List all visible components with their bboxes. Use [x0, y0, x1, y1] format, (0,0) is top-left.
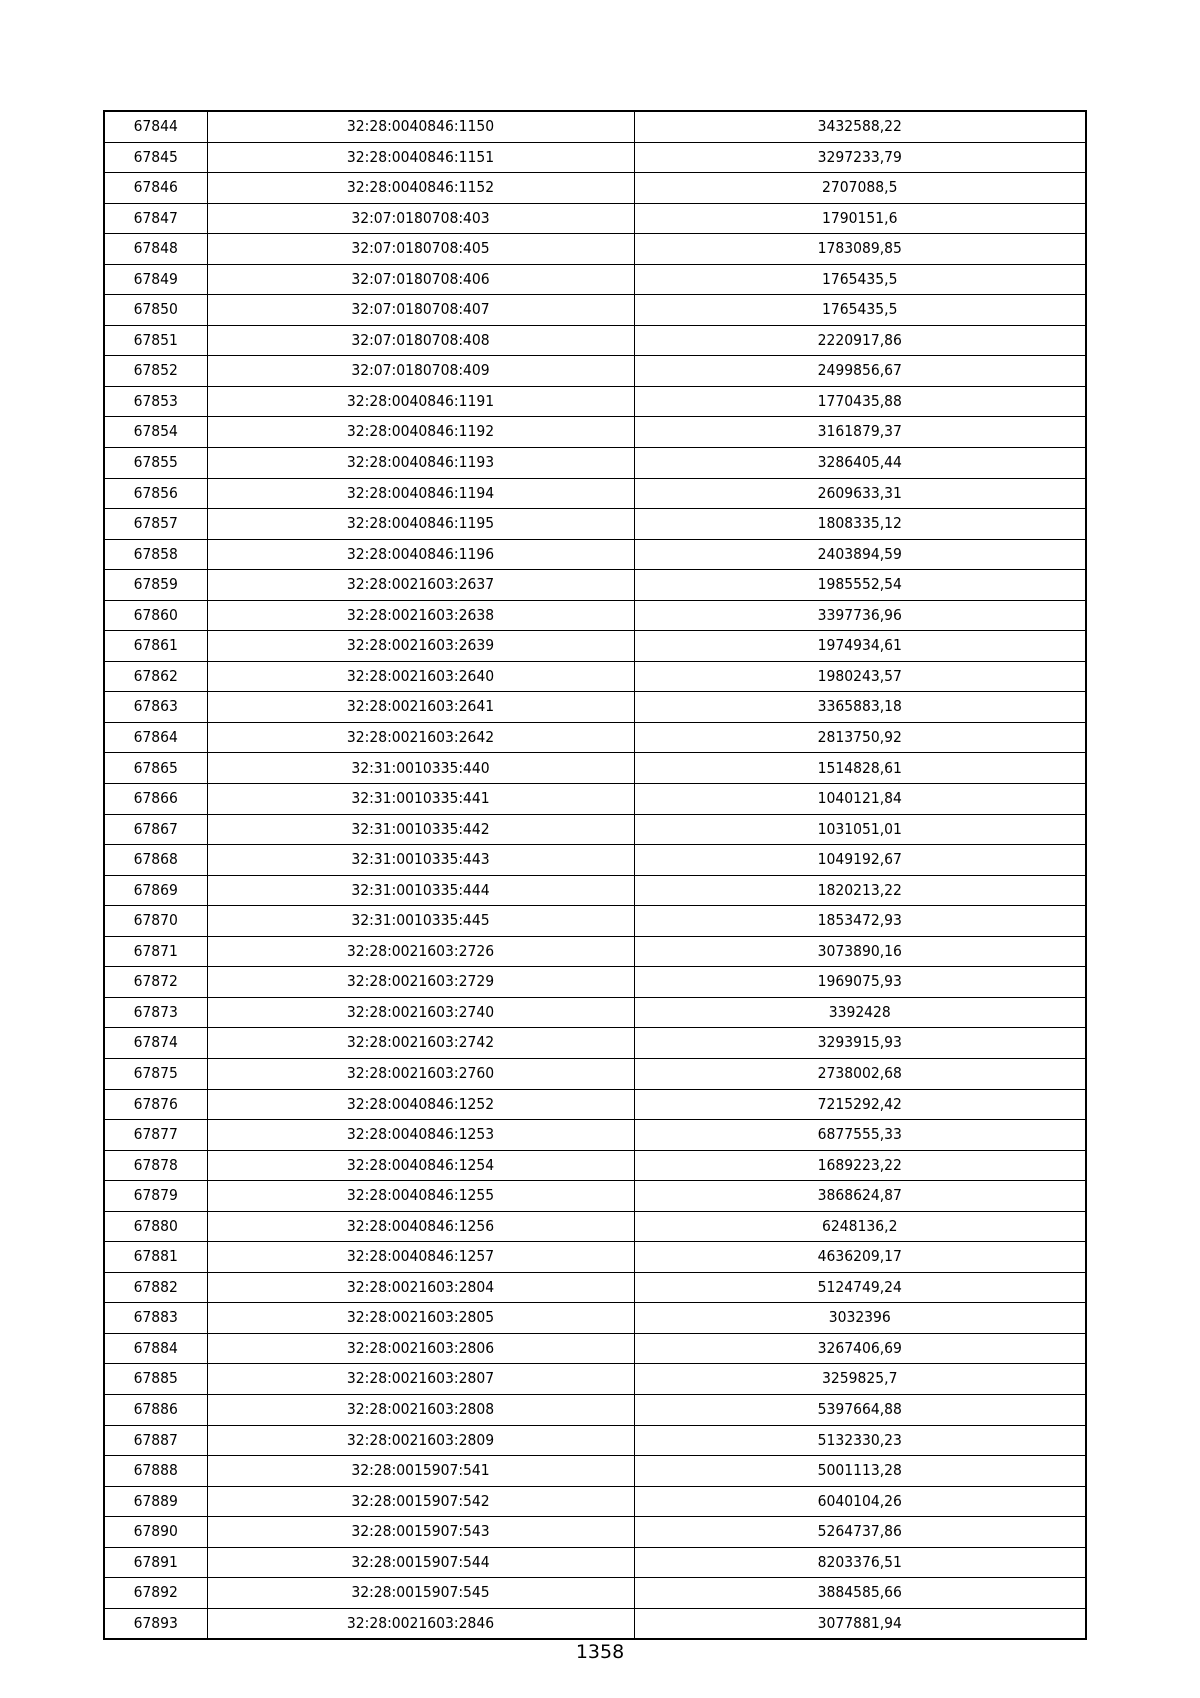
- cadastral-number-cell: 32:28:0021603:2806: [207, 1333, 634, 1364]
- value-cell: 3365883,18: [634, 692, 1086, 723]
- cadastral-number-cell: 32:28:0021603:2742: [207, 1028, 634, 1059]
- table-row: [104, 1089, 1086, 1120]
- value-cell: 3397736,96: [634, 600, 1086, 631]
- registry-table-container: [103, 110, 1085, 1640]
- row-number-cell: 67868: [104, 845, 207, 876]
- table-row: [104, 1120, 1086, 1151]
- cadastral-number-cell: 32:28:0040846:1196: [207, 539, 634, 570]
- row-number-cell: 67865: [104, 753, 207, 784]
- value-cell: 6248136,2: [634, 1211, 1086, 1242]
- value-cell: 6877555,33: [634, 1120, 1086, 1151]
- table-row: [104, 448, 1086, 479]
- row-number-cell: 67891: [104, 1547, 207, 1578]
- row-number-cell: 67847: [104, 203, 207, 234]
- row-number-cell: 67892: [104, 1578, 207, 1609]
- cadastral-number-cell: 32:28:0040846:1191: [207, 386, 634, 417]
- row-number-cell: 67858: [104, 539, 207, 570]
- row-number-cell: 67848: [104, 234, 207, 265]
- cadastral-number-cell: 32:28:0021603:2642: [207, 722, 634, 753]
- cadastral-number-cell: 32:28:0040846:1255: [207, 1181, 634, 1212]
- cadastral-number-cell: 32:31:0010335:445: [207, 906, 634, 937]
- cadastral-number-cell: 32:28:0021603:2846: [207, 1608, 634, 1639]
- row-number-cell: 67886: [104, 1394, 207, 1425]
- row-number-cell: 67872: [104, 967, 207, 998]
- row-number-cell: 67890: [104, 1517, 207, 1548]
- table-row: [104, 753, 1086, 784]
- cadastral-number-cell: 32:28:0040846:1194: [207, 478, 634, 509]
- table-row: [104, 997, 1086, 1028]
- value-cell: 3392428: [634, 997, 1086, 1028]
- table-row: [104, 295, 1086, 326]
- cadastral-number-cell: 32:28:0021603:2760: [207, 1058, 634, 1089]
- value-cell: 2499856,67: [634, 356, 1086, 387]
- cadastral-number-cell: 32:28:0040846:1152: [207, 173, 634, 204]
- registry-table-body: [104, 111, 1086, 1639]
- row-number-cell: 67851: [104, 325, 207, 356]
- row-number-cell: 67871: [104, 936, 207, 967]
- value-cell: 1820213,22: [634, 875, 1086, 906]
- cadastral-number-cell: 32:28:0040846:1193: [207, 448, 634, 479]
- table-row: [104, 661, 1086, 692]
- cadastral-number-cell: 32:07:0180708:406: [207, 264, 634, 295]
- value-cell: 8203376,51: [634, 1547, 1086, 1578]
- cadastral-number-cell: 32:31:0010335:440: [207, 753, 634, 784]
- value-cell: 3286405,44: [634, 448, 1086, 479]
- value-cell: 3259825,7: [634, 1364, 1086, 1395]
- table-row: [104, 203, 1086, 234]
- table-row: [104, 1486, 1086, 1517]
- cadastral-number-cell: 32:28:0021603:2639: [207, 631, 634, 662]
- row-number-cell: 67877: [104, 1120, 207, 1151]
- cadastral-number-cell: 32:28:0015907:544: [207, 1547, 634, 1578]
- row-number-cell: 67852: [104, 356, 207, 387]
- table-row: [104, 875, 1086, 906]
- page-number: 1358: [575, 1641, 625, 1663]
- row-number-cell: 67884: [104, 1333, 207, 1364]
- table-row: [104, 142, 1086, 173]
- table-row: [104, 631, 1086, 662]
- table-row: [104, 234, 1086, 265]
- row-number-cell: 67846: [104, 173, 207, 204]
- row-number-cell: 67849: [104, 264, 207, 295]
- table-row: [104, 1517, 1086, 1548]
- cadastral-number-cell: 32:31:0010335:442: [207, 814, 634, 845]
- row-number-cell: 67888: [104, 1456, 207, 1487]
- row-number-cell: 67885: [104, 1364, 207, 1395]
- table-row: [104, 1425, 1086, 1456]
- table-row: [104, 478, 1086, 509]
- cadastral-number-cell: 32:28:0040846:1257: [207, 1242, 634, 1273]
- table-row: [104, 570, 1086, 601]
- value-cell: 2813750,92: [634, 722, 1086, 753]
- table-row: [104, 1456, 1086, 1487]
- cadastral-number-cell: 32:28:0040846:1254: [207, 1150, 634, 1181]
- table-row: [104, 325, 1086, 356]
- row-number-cell: 67857: [104, 509, 207, 540]
- cadastral-number-cell: 32:07:0180708:403: [207, 203, 634, 234]
- value-cell: 2220917,86: [634, 325, 1086, 356]
- cadastral-number-cell: 32:28:0040846:1252: [207, 1089, 634, 1120]
- row-number-cell: 67866: [104, 784, 207, 815]
- cadastral-number-cell: 32:28:0021603:2726: [207, 936, 634, 967]
- cadastral-number-cell: 32:28:0015907:541: [207, 1456, 634, 1487]
- value-cell: 6040104,26: [634, 1486, 1086, 1517]
- cadastral-number-cell: 32:28:0021603:2807: [207, 1364, 634, 1395]
- row-number-cell: 67870: [104, 906, 207, 937]
- value-cell: 3032396: [634, 1303, 1086, 1334]
- cadastral-number-cell: 32:31:0010335:443: [207, 845, 634, 876]
- cadastral-number-cell: 32:07:0180708:405: [207, 234, 634, 265]
- table-row: [104, 936, 1086, 967]
- row-number-cell: 67860: [104, 600, 207, 631]
- table-row: [104, 1211, 1086, 1242]
- value-cell: 3161879,37: [634, 417, 1086, 448]
- value-cell: 1853472,93: [634, 906, 1086, 937]
- row-number-cell: 67874: [104, 1028, 207, 1059]
- row-number-cell: 67862: [104, 661, 207, 692]
- value-cell: 1790151,6: [634, 203, 1086, 234]
- row-number-cell: 67880: [104, 1211, 207, 1242]
- cadastral-number-cell: 32:28:0040846:1195: [207, 509, 634, 540]
- table-row: [104, 1608, 1086, 1639]
- value-cell: 3297233,79: [634, 142, 1086, 173]
- registry-table: [103, 110, 1087, 1640]
- table-row: [104, 1547, 1086, 1578]
- cadastral-number-cell: 32:28:0015907:543: [207, 1517, 634, 1548]
- value-cell: 3293915,93: [634, 1028, 1086, 1059]
- value-cell: 3267406,69: [634, 1333, 1086, 1364]
- cadastral-number-cell: 32:28:0021603:2729: [207, 967, 634, 998]
- table-row: [104, 264, 1086, 295]
- value-cell: 1770435,88: [634, 386, 1086, 417]
- row-number-cell: 67864: [104, 722, 207, 753]
- table-row: [104, 967, 1086, 998]
- cadastral-number-cell: 32:28:0021603:2641: [207, 692, 634, 723]
- row-number-cell: 67879: [104, 1181, 207, 1212]
- value-cell: 1974934,61: [634, 631, 1086, 662]
- value-cell: 2609633,31: [634, 478, 1086, 509]
- row-number-cell: 67881: [104, 1242, 207, 1273]
- table-row: [104, 539, 1086, 570]
- value-cell: 3868624,87: [634, 1181, 1086, 1212]
- row-number-cell: 67863: [104, 692, 207, 723]
- cadastral-number-cell: 32:28:0015907:542: [207, 1486, 634, 1517]
- value-cell: 1514828,61: [634, 753, 1086, 784]
- table-row: [104, 1150, 1086, 1181]
- row-number-cell: 67873: [104, 997, 207, 1028]
- value-cell: 1040121,84: [634, 784, 1086, 815]
- row-number-cell: 67867: [104, 814, 207, 845]
- table-row: [104, 1578, 1086, 1609]
- row-number-cell: 67893: [104, 1608, 207, 1639]
- value-cell: 3884585,66: [634, 1578, 1086, 1609]
- cadastral-number-cell: 32:31:0010335:444: [207, 875, 634, 906]
- row-number-cell: 67859: [104, 570, 207, 601]
- table-row: [104, 509, 1086, 540]
- value-cell: 5397664,88: [634, 1394, 1086, 1425]
- row-number-cell: 67856: [104, 478, 207, 509]
- value-cell: 1783089,85: [634, 234, 1086, 265]
- cadastral-number-cell: 32:28:0021603:2804: [207, 1272, 634, 1303]
- value-cell: 3077881,94: [634, 1608, 1086, 1639]
- value-cell: 7215292,42: [634, 1089, 1086, 1120]
- value-cell: 1031051,01: [634, 814, 1086, 845]
- cadastral-number-cell: 32:28:0021603:2740: [207, 997, 634, 1028]
- value-cell: 1985552,54: [634, 570, 1086, 601]
- row-number-cell: 67882: [104, 1272, 207, 1303]
- value-cell: 1765435,5: [634, 295, 1086, 326]
- value-cell: 3073890,16: [634, 936, 1086, 967]
- row-number-cell: 67883: [104, 1303, 207, 1334]
- value-cell: 1049192,67: [634, 845, 1086, 876]
- row-number-cell: 67853: [104, 386, 207, 417]
- cadastral-number-cell: 32:31:0010335:441: [207, 784, 634, 815]
- row-number-cell: 67855: [104, 448, 207, 479]
- cadastral-number-cell: 32:07:0180708:409: [207, 356, 634, 387]
- cadastral-number-cell: 32:28:0015907:545: [207, 1578, 634, 1609]
- table-row: [104, 1058, 1086, 1089]
- cadastral-number-cell: 32:28:0021603:2638: [207, 600, 634, 631]
- row-number-cell: 67887: [104, 1425, 207, 1456]
- value-cell: 4636209,17: [634, 1242, 1086, 1273]
- cadastral-number-cell: 32:28:0040846:1151: [207, 142, 634, 173]
- value-cell: 2403894,59: [634, 539, 1086, 570]
- cadastral-number-cell: 32:28:0021603:2640: [207, 661, 634, 692]
- table-row: [104, 386, 1086, 417]
- row-number-cell: 67889: [104, 1486, 207, 1517]
- value-cell: 1765435,5: [634, 264, 1086, 295]
- table-row: [104, 417, 1086, 448]
- row-number-cell: 67845: [104, 142, 207, 173]
- cadastral-number-cell: 32:28:0040846:1253: [207, 1120, 634, 1151]
- row-number-cell: 67869: [104, 875, 207, 906]
- row-number-cell: 67878: [104, 1150, 207, 1181]
- table-row: [104, 1364, 1086, 1395]
- table-row: [104, 173, 1086, 204]
- table-row: [104, 1333, 1086, 1364]
- table-row: [104, 1242, 1086, 1273]
- table-row: [104, 1303, 1086, 1334]
- table-row: [104, 692, 1086, 723]
- cadastral-number-cell: 32:28:0021603:2805: [207, 1303, 634, 1334]
- table-row: [104, 600, 1086, 631]
- row-number-cell: 67875: [104, 1058, 207, 1089]
- cadastral-number-cell: 32:28:0040846:1192: [207, 417, 634, 448]
- row-number-cell: 67854: [104, 417, 207, 448]
- table-row: [104, 906, 1086, 937]
- table-row: [104, 845, 1086, 876]
- table-row: [104, 111, 1086, 142]
- row-number-cell: 67876: [104, 1089, 207, 1120]
- row-number-cell: 67850: [104, 295, 207, 326]
- table-row: [104, 1028, 1086, 1059]
- cadastral-number-cell: 32:07:0180708:408: [207, 325, 634, 356]
- row-number-cell: 67844: [104, 111, 207, 142]
- value-cell: 1980243,57: [634, 661, 1086, 692]
- row-number-cell: 67861: [104, 631, 207, 662]
- value-cell: 1808335,12: [634, 509, 1086, 540]
- table-row: [104, 784, 1086, 815]
- table-row: [104, 814, 1086, 845]
- value-cell: 1969075,93: [634, 967, 1086, 998]
- cadastral-number-cell: 32:28:0021603:2809: [207, 1425, 634, 1456]
- value-cell: 5124749,24: [634, 1272, 1086, 1303]
- value-cell: 2738002,68: [634, 1058, 1086, 1089]
- value-cell: 5264737,86: [634, 1517, 1086, 1548]
- cadastral-number-cell: 32:28:0040846:1150: [207, 111, 634, 142]
- cadastral-number-cell: 32:07:0180708:407: [207, 295, 634, 326]
- value-cell: 3432588,22: [634, 111, 1086, 142]
- cadastral-number-cell: 32:28:0021603:2637: [207, 570, 634, 601]
- value-cell: 5001113,28: [634, 1456, 1086, 1487]
- table-row: [104, 722, 1086, 753]
- table-row: [104, 1181, 1086, 1212]
- table-row: [104, 1394, 1086, 1425]
- table-row: [104, 356, 1086, 387]
- value-cell: 5132330,23: [634, 1425, 1086, 1456]
- value-cell: 1689223,22: [634, 1150, 1086, 1181]
- cadastral-number-cell: 32:28:0021603:2808: [207, 1394, 634, 1425]
- cadastral-number-cell: 32:28:0040846:1256: [207, 1211, 634, 1242]
- table-row: [104, 1272, 1086, 1303]
- value-cell: 2707088,5: [634, 173, 1086, 204]
